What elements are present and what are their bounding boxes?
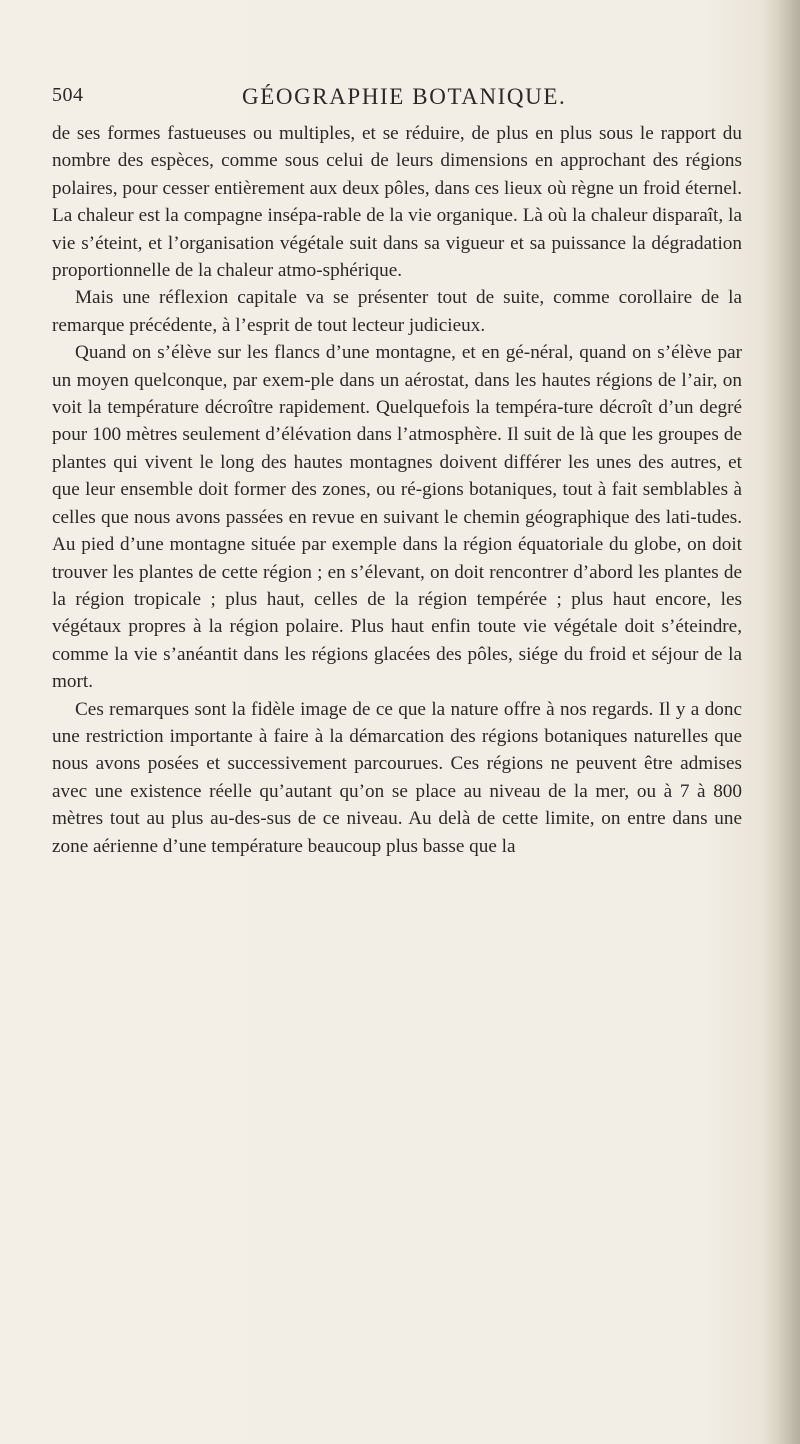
paragraph-altitude: Quand on s’élève sur les flancs d’une montagne, et en gé-néral, quand on s’élève par un moyen quelconque, par exem-ple dans un aérostat, dans les hautes régions de l’air, on voit la température décroître rapidement. Quelquefois la tempéra-ture décroît d’un degré pour 100 mètres seulement d’élévation dans l’atmosphère. Il suit de là que les groupes de plantes qui vivent le long des hautes montagnes doivent différer les unes des autres, et que leur ensemble doit former des zones, ou ré-gions botaniques, tout à fait semblables à celles que nous avons passées en revue en suivant le chemin géographique des lati-tudes. Au pied d’une montagne située par exemple dans la région équatoriale du globe, on doit trouver les plantes de cette région ; en s’élevant, on doit rencontrer d’abord les plantes de la région tropicale ; plus haut, celles de la région tempérée ; plus haut encore, les végétaux propres à la région polaire. Plus haut enfin toute vie végétale doit s’éteindre, comme la vie s’anéantit dans les régions glacées des pôles, siége du froid et séjour de la mort. bbox=[52, 342, 742, 693]
paragraph-remarks: Ces remarques sont la fidèle image de ce que la nature offre à nos regards. Il y a donc une restriction importante à faire à la démarcation des régions botaniques naturelles que nous avons posées et successivement parcourues. Ces régions ne peuvent être admises avec une existence réelle qu’autant qu’on se place au niveau de la mer, ou à 7 à 800 mètres tout au plus au-des-sus de ce niveau. Au delà de cette limite, on entre dans une zone aérienne d’une température beaucoup plus basse que la bbox=[52, 698, 742, 857]
running-title: GÉOGRAPHIE BOTANIQUE. bbox=[242, 84, 567, 109]
page-edge-shadow bbox=[762, 0, 800, 1444]
page-number: 504 bbox=[52, 84, 84, 106]
page-header bbox=[52, 84, 752, 116]
paragraph-reflection: Mais une réflexion capitale va se présenter tout de suite, comme corollaire de la remarque précédente, à l’esprit de tout lecteur judicieux. bbox=[52, 287, 742, 336]
paragraph-continuation: de ses formes fastueuses ou multiples, et se réduire, de plus en plus sous le rapport du nombre des espèces, comme sous celui de leurs dimensions en approchant des régions polaires, pour cesser entièrement aux deux pôles, dans ces lieux où règne un froid éternel. La chaleur est la compagne insépa-rable de la vie organique. Là où la chaleur disparaît, la vie s’éteint, et l’organisation végétale suit dans sa vigueur et sa puissance la dégradation proportionnelle de la chaleur atmo-sphérique. bbox=[52, 123, 742, 282]
body-text bbox=[52, 120, 742, 860]
